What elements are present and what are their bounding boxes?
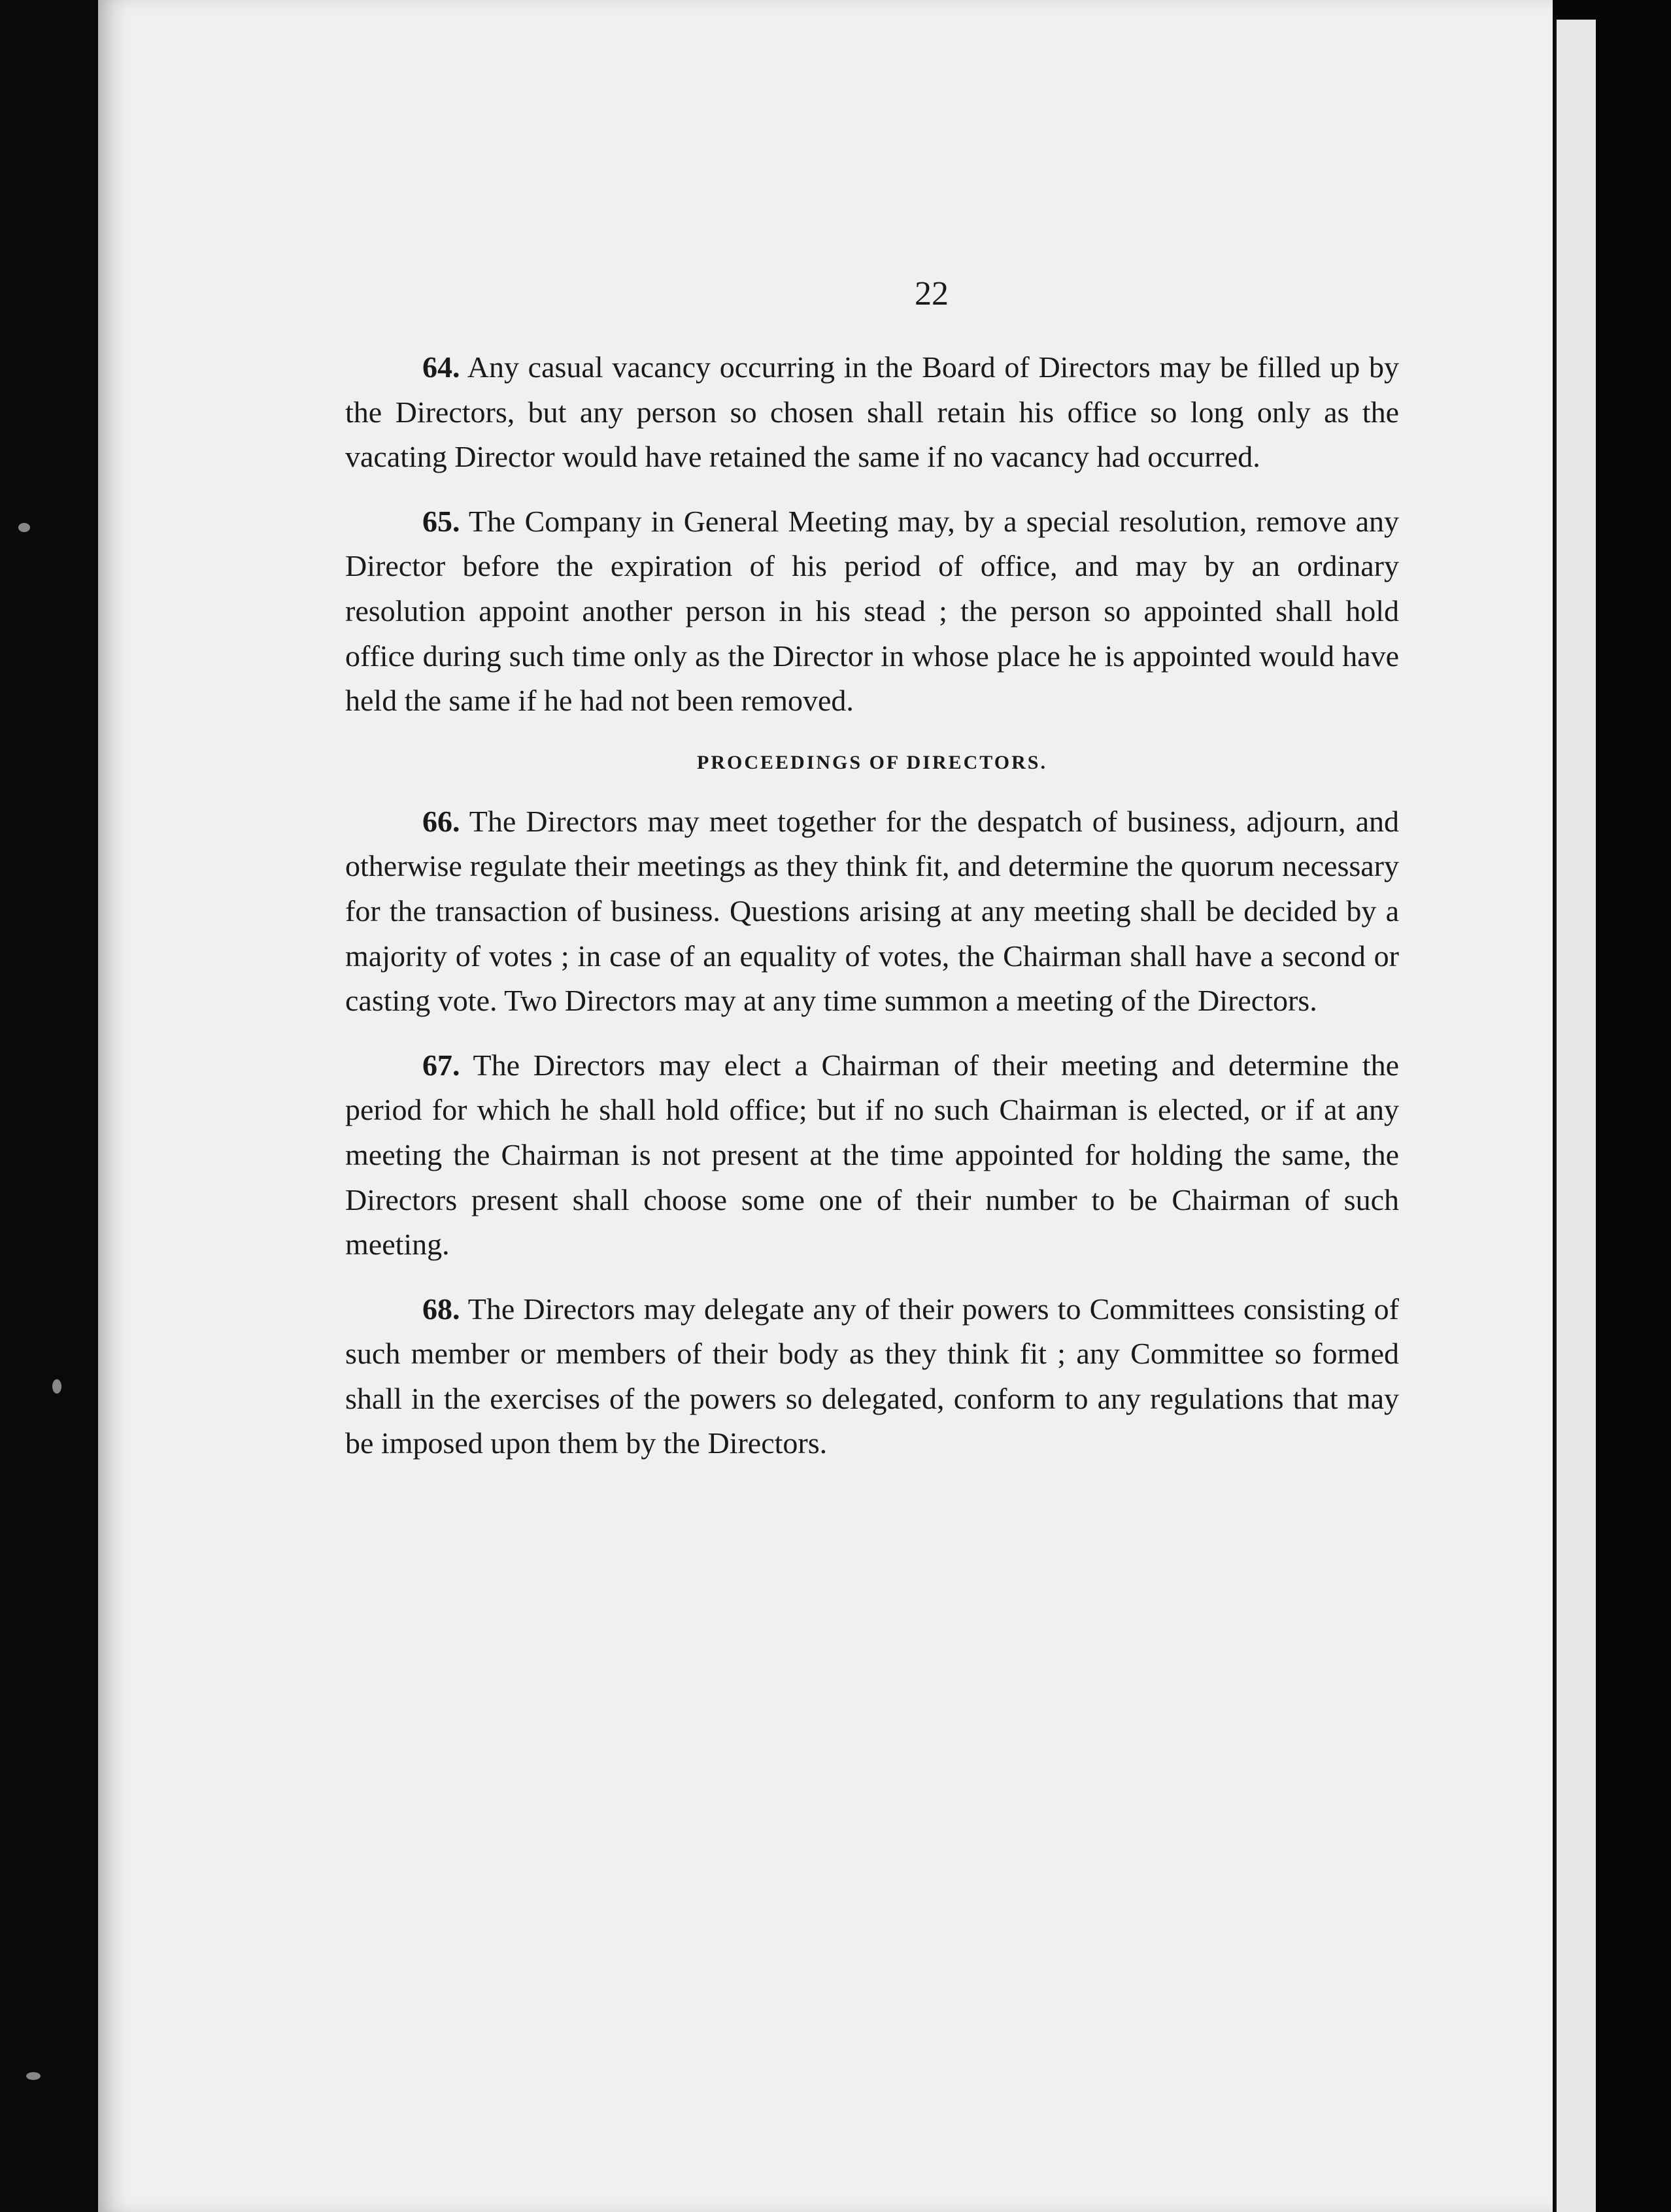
page-number: 22: [915, 275, 949, 312]
paragraph-64: [345, 345, 1399, 480]
paragraph-text: The Directors may delegate any of their powers to Committees consisting of such member or members of their body as they think fit ; any Committee so formed shall in the exercises of the powers so delegated, conform to any regulations that may be imposed upon them by the Directors.: [345, 1292, 1400, 1460]
paragraph-65: [345, 499, 1399, 724]
paragraph-number: 66.: [422, 804, 460, 838]
paragraph-text: Any casual vacancy occurring in the Board of Directors may be filled up by the Directors, but any person so chosen shall retain his office so long only as the vacating Director would have retained the same if no vacancy had occurred.: [345, 350, 1399, 474]
paragraph-text: The Directors may elect a Chairman of their meeting and determine the period for which he shall hold office; but if no such Chairman is elected, or if at any meeting the Chairman is not present at the time appointed for holding the same, the Directors present shall choose some one of their number to be Chairman of such meeting.: [345, 1048, 1399, 1262]
paragraph-67: [345, 1043, 1399, 1267]
paragraph-68: [345, 1287, 1399, 1466]
paragraph-66: [345, 799, 1399, 1024]
paragraph-text: The Directors may meet together for the despatch of business, adjourn, and otherwise regulate their meetings as they think fit, and determine the quorum necessary for the transaction of business. Questions arising at any meeting shall be decided by a majority of votes ; in case of an equality of votes, the Chairman shall have a second or casting vote. Two Directors may at any time summon a meeting of the Directors.: [345, 804, 1399, 1018]
adjacent-page-edge: [1555, 20, 1596, 2212]
document-page: [98, 0, 1553, 2212]
paragraph-number: 68.: [422, 1292, 460, 1326]
scan-speck: [18, 523, 30, 532]
paragraph-number: 65.: [422, 504, 460, 538]
paragraph-number: 67.: [422, 1048, 460, 1082]
section-heading: PROCEEDINGS OF DIRECTORS.: [697, 751, 1047, 773]
page-body: [345, 345, 1399, 1486]
paragraph-number: 64.: [422, 350, 460, 384]
paragraph-text: The Company in General Meeting may, by a special resolution, remove any Director before the expiration of his period of office, and may by an ordinary resolution appoint another person in his stead ; the person so appointed shall hold office during such time only as the Director in whose place he is appointed would have held the same if he had not been removed.: [345, 504, 1399, 718]
scan-speck: [26, 2072, 41, 2080]
scan-speck: [52, 1379, 61, 1394]
